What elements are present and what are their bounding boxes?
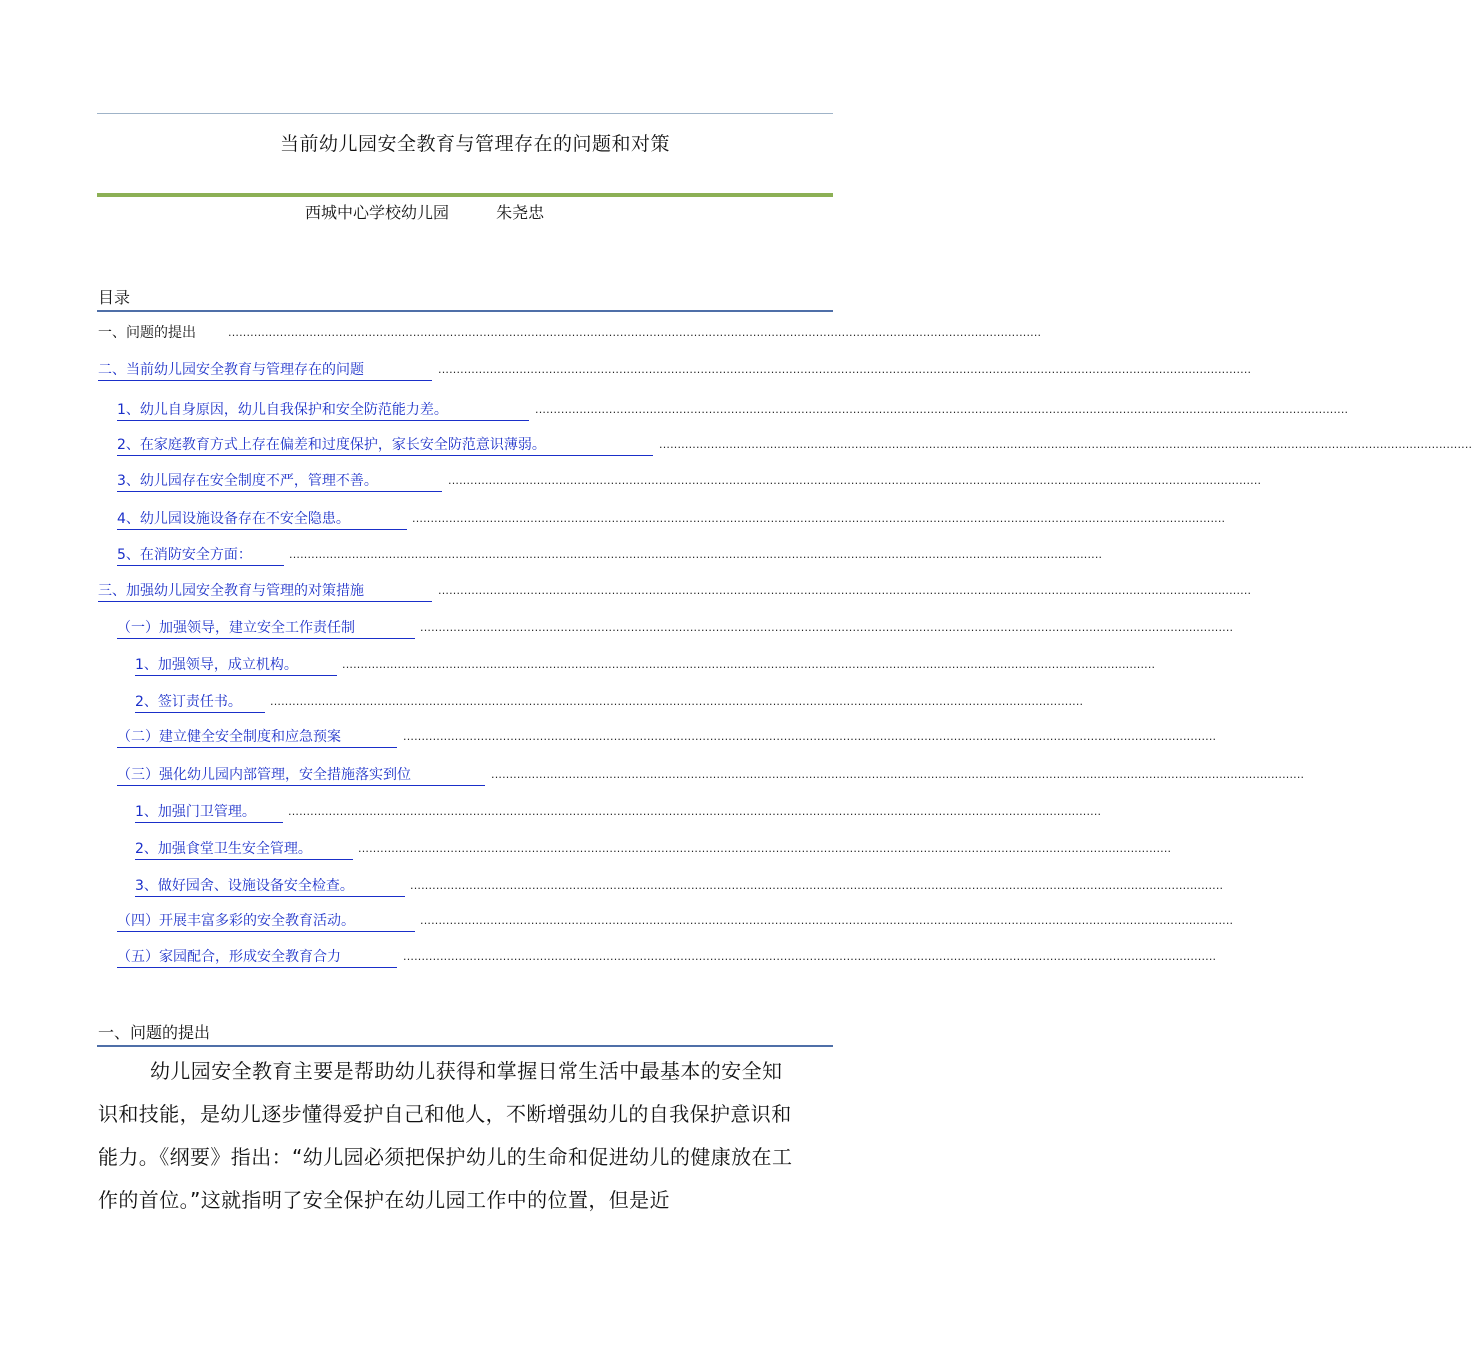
toc-item-label: 3、做好园舍、设施设备安全检查。	[135, 878, 354, 894]
toc-leader-dots: ............................................................................................................................................................................................................................	[403, 950, 1217, 963]
body-paragraph: 幼儿园安全教育主要是帮助幼儿获得和掌握日常生活中最基本的安全知识和技能，是幼儿逐步懂得爱护自己和他人，不断增强幼儿的自我保护意识和能力。《纲要》指出：“幼儿园必须把保护幼儿的生命和促进幼儿的健康放在工作的首位。”这就指明了安全保护在幼儿园工作中的位置，但是近	[98, 1059, 793, 1212]
toc-leader-dots: ............................................................................................................................................................................................................................	[403, 730, 1217, 743]
toc-leader-dots: ............................................................................................................................................................................................................................	[491, 768, 1305, 781]
toc-link-underline	[117, 747, 397, 748]
toc-item-label: （二）建立健全安全制度和应急预案	[117, 729, 341, 745]
toc-link-underline	[117, 565, 284, 566]
section-heading: 一、问题的提出	[98, 1023, 211, 1042]
toc-link-underline	[135, 675, 337, 676]
toc-leader-dots: ............................................................................................................................................................................................................................	[420, 914, 1234, 927]
section-heading-rule	[97, 1045, 833, 1047]
toc-leader-dots: ............................................................................................................................................................................................................................	[535, 403, 1349, 416]
toc-leader-dots: ............................................................................................................................................................................................................................	[358, 842, 1172, 855]
toc-leader-dots: ............................................................................................................................................................................................................................	[289, 548, 1103, 561]
author-school: 西城中心学校幼儿园	[305, 203, 450, 222]
toc-link-underline	[117, 931, 415, 932]
toc-link-underline	[117, 455, 653, 456]
toc-item-label: 5、在消防安全方面：	[117, 547, 252, 563]
toc-item-label: （五）家园配合，形成安全教育合力	[117, 949, 341, 965]
toc-item-label: 4、幼儿园设施设备存在不安全隐患。	[117, 511, 350, 527]
toc-item-label: （四）开展丰富多彩的安全教育活动。	[117, 913, 355, 929]
toc-link-underline	[98, 601, 432, 602]
author-line	[305, 200, 544, 223]
toc-item-label: 一、问题的提出	[98, 325, 196, 341]
toc-leader-dots: ............................................................................................................................................................................................................................	[438, 363, 1252, 376]
toc-leader-dots: ............................................................................................................................................................................................................................	[288, 805, 1102, 818]
toc-link-underline	[135, 896, 405, 897]
toc-leader-dots: ............................................................................................................................................................................................................................	[412, 512, 1226, 525]
toc-item-label: 1、加强门卫管理。	[135, 804, 256, 820]
toc-item-label: 1、幼儿自身原因，幼儿自我保护和安全防范能力差。	[117, 402, 448, 418]
top-rule	[97, 113, 833, 114]
toc-link-underline	[117, 638, 415, 639]
toc-item-label: 2、签订责任书。	[135, 694, 242, 710]
toc-item-label: 3、幼儿园存在安全制度不严，管理不善。	[117, 473, 378, 489]
author-name: 朱尧忠	[496, 203, 545, 222]
toc-link-underline	[135, 859, 353, 860]
toc-item-label: 2、在家庭教育方式上存在偏差和过度保护，家长安全防范意识薄弱。	[117, 437, 546, 453]
toc-leader-dots: ............................................................................................................................................................................................................................	[438, 584, 1252, 597]
toc-item-label: （三）强化幼儿园内部管理，安全措施落实到位	[117, 767, 411, 783]
toc-link-underline	[117, 529, 407, 530]
toc-link-underline	[117, 967, 397, 968]
toc-link-underline	[117, 491, 442, 492]
toc-leader-dots: ............................................................................................................................................................................................................................	[659, 438, 1472, 451]
toc-item-label: 三、加强幼儿园安全教育与管理的对策措施	[98, 583, 364, 599]
toc-link-underline	[98, 380, 432, 381]
toc-item-label: 1、加强领导，成立机构。	[135, 657, 298, 673]
toc-item-label: 2、加强食堂卫生安全管理。	[135, 841, 312, 857]
toc-leader-dots: ............................................................................................................................................................................................................................	[342, 658, 1156, 671]
toc-heading-rule	[97, 310, 833, 312]
toc-heading: 目录	[98, 288, 131, 307]
toc-link-underline	[117, 785, 485, 786]
toc-leader-dots: ............................................................................................................................................................................................................................	[228, 326, 1042, 339]
toc-leader-dots: ............................................................................................................................................................................................................................	[420, 621, 1234, 634]
toc-leader-dots: ............................................................................................................................................................................................................................	[448, 474, 1262, 487]
document-title: 当前幼儿园安全教育与管理存在的问题和对策	[279, 133, 670, 155]
toc-link-underline	[135, 712, 265, 713]
toc-item-label: （一）加强领导，建立安全工作责任制	[117, 620, 355, 636]
title-divider	[97, 193, 833, 197]
toc-link-underline	[117, 420, 529, 421]
toc-leader-dots: ............................................................................................................................................................................................................................	[270, 695, 1084, 708]
toc-item-label: 二、当前幼儿园安全教育与管理存在的问题	[98, 362, 364, 378]
toc-link-underline	[135, 822, 283, 823]
toc-leader-dots: ............................................................................................................................................................................................................................	[410, 879, 1224, 892]
